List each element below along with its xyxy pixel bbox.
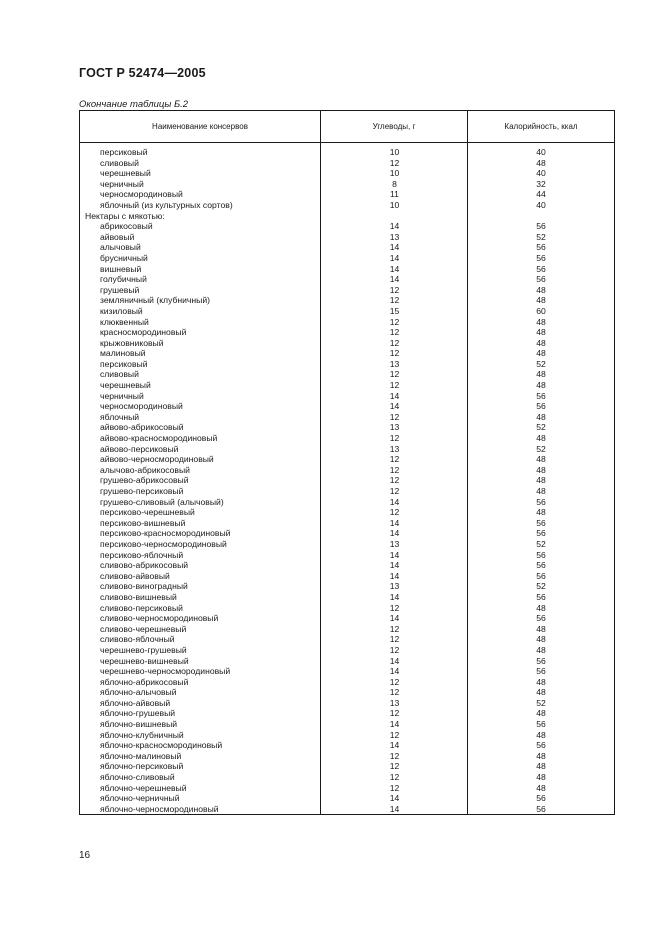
cell-calories: 48 xyxy=(536,284,546,295)
table-body xyxy=(80,147,614,814)
table-row xyxy=(80,550,614,561)
cell-carbs: 13 xyxy=(389,538,400,549)
cell-carbs: 12 xyxy=(389,772,400,783)
table-row xyxy=(80,518,614,529)
cell-carbs: 13 xyxy=(389,697,400,708)
cell-calories: 48 xyxy=(536,337,546,348)
cell-name: яблочно-клубничный xyxy=(100,729,184,740)
cell-carbs: 12 xyxy=(389,708,400,719)
cell-calories: 48 xyxy=(536,676,546,687)
table-row xyxy=(80,486,614,497)
table-row xyxy=(80,327,614,338)
cell-calories: 48 xyxy=(536,708,546,719)
cell-name: сливово-черешневый xyxy=(100,623,187,634)
cell-carbs: 14 xyxy=(389,401,400,412)
cell-calories: 56 xyxy=(536,221,546,232)
cell-carbs: 14 xyxy=(389,549,400,560)
cell-name: яблочно-абрикосовый xyxy=(100,676,189,687)
cell-carbs: 14 xyxy=(389,655,400,666)
table-row xyxy=(80,634,614,645)
cell-carbs: 12 xyxy=(389,337,400,348)
table-row xyxy=(80,560,614,571)
cell-calories: 52 xyxy=(536,697,546,708)
cell-calories: 40 xyxy=(536,168,546,179)
cell-name: сливово-абрикосовый xyxy=(100,560,189,571)
cell-name: яблочный xyxy=(100,411,140,422)
cell-carbs: 14 xyxy=(389,666,400,677)
table-row xyxy=(80,507,614,518)
cell-carbs: 14 xyxy=(389,591,400,602)
cell-calories: 44 xyxy=(536,189,546,200)
cell-carbs: 14 xyxy=(389,496,400,507)
cell-calories: 48 xyxy=(536,316,546,327)
table-row xyxy=(80,168,614,179)
cell-calories: 48 xyxy=(536,750,546,761)
cell-calories: 48 xyxy=(536,464,546,475)
table-caption: Окончание таблицы Б.2 xyxy=(79,99,189,110)
cell-carbs: 10 xyxy=(389,168,400,179)
cell-calories: 48 xyxy=(536,623,546,634)
cell-carbs: 12 xyxy=(389,327,400,338)
cell-name: сливово-яблочный xyxy=(100,634,175,645)
table-row xyxy=(80,221,614,232)
cell-name: яблочно-малиновый xyxy=(100,750,182,761)
table-row xyxy=(80,592,614,603)
table-row xyxy=(80,359,614,370)
table-row xyxy=(80,200,614,211)
cell-carbs: 12 xyxy=(389,475,400,486)
cell-carbs: 12 xyxy=(389,602,400,613)
cell-name: яблочно-черносмородиновый xyxy=(100,803,219,814)
cell-calories: 52 xyxy=(536,422,546,433)
cell-name: айвово-красносмородиновый xyxy=(100,433,218,444)
cell-calories: 56 xyxy=(536,517,546,528)
cell-carbs: 12 xyxy=(389,380,400,391)
table-row xyxy=(80,306,614,317)
cell-carbs: 10 xyxy=(389,199,400,210)
cell-calories: 48 xyxy=(536,729,546,740)
cell-name: грушево-абрикосовый xyxy=(100,475,189,486)
cell-calories: 56 xyxy=(536,263,546,274)
cell-carbs: 14 xyxy=(389,242,400,253)
table-row xyxy=(80,158,614,169)
table-row xyxy=(80,719,614,730)
cell-name: черешнево-вишневый xyxy=(100,655,189,666)
table-row xyxy=(80,698,614,709)
data-table xyxy=(79,110,615,815)
cell-name: клюквенный xyxy=(100,316,149,327)
table-row xyxy=(80,603,614,614)
cell-carbs: 12 xyxy=(389,634,400,645)
cell-name: айвово-абрикосовый xyxy=(100,422,184,433)
table-row xyxy=(80,422,614,433)
cell-calories: 56 xyxy=(536,560,546,571)
cell-carbs: 14 xyxy=(389,390,400,401)
cell-carbs: 13 xyxy=(389,422,400,433)
cell-name: крыжовниковый xyxy=(100,337,164,348)
table-row xyxy=(80,264,614,275)
cell-name: вишневый xyxy=(100,263,142,274)
table-row xyxy=(80,804,614,815)
cell-carbs: 14 xyxy=(389,570,400,581)
cell-carbs: 12 xyxy=(389,623,400,634)
cell-carbs: 14 xyxy=(389,793,400,804)
cell-name: персиково-яблочный xyxy=(100,549,184,560)
cell-carbs: 12 xyxy=(389,676,400,687)
cell-name: грушево-сливовый (алычовый) xyxy=(100,496,224,507)
cell-carbs: 14 xyxy=(389,719,400,730)
table-row xyxy=(80,761,614,772)
cell-name: персиково-красносмородиновый xyxy=(100,528,231,539)
cell-calories: 48 xyxy=(536,687,546,698)
table-row xyxy=(80,232,614,243)
table-row xyxy=(80,454,614,465)
cell-carbs: 12 xyxy=(389,284,400,295)
cell-calories: 56 xyxy=(536,252,546,263)
cell-calories: 56 xyxy=(536,591,546,602)
cell-calories: 60 xyxy=(536,305,546,316)
table-row xyxy=(80,179,614,190)
table-row xyxy=(80,687,614,698)
cell-calories: 52 xyxy=(536,358,546,369)
cell-carbs: 14 xyxy=(389,263,400,274)
table-row xyxy=(80,338,614,349)
cell-name: сливово-айвовый xyxy=(100,570,170,581)
cell-calories: 56 xyxy=(536,390,546,401)
cell-carbs: 12 xyxy=(389,687,400,698)
cell-carbs: 12 xyxy=(389,369,400,380)
cell-calories: 48 xyxy=(536,380,546,391)
cell-name: грушево-персиковый xyxy=(100,486,184,496)
cell-name: айвово-персиковый xyxy=(100,443,179,454)
cell-name: яблочно-черешневый xyxy=(100,782,187,793)
cell-carbs: 10 xyxy=(389,147,400,157)
cell-calories: 56 xyxy=(536,274,546,285)
cell-calories: 56 xyxy=(536,719,546,730)
table-group-row xyxy=(80,211,614,222)
cell-name: сливовый xyxy=(100,157,139,168)
cell-name: кизиловый xyxy=(100,305,143,316)
cell-name: черешневый xyxy=(100,380,151,391)
cell-carbs: 13 xyxy=(389,443,400,454)
cell-calories: 56 xyxy=(536,803,546,814)
cell-name: яблочный (из культурных сортов) xyxy=(100,199,233,210)
cell-name: алычово-абрикосовый xyxy=(100,464,190,475)
cell-calories: 52 xyxy=(536,231,546,242)
cell-name: яблочно-красносмородиновый xyxy=(100,740,223,751)
cell-name: персиковый xyxy=(100,147,148,157)
cell-calories: 48 xyxy=(536,369,546,380)
cell-carbs: 14 xyxy=(389,252,400,263)
cell-calories: 48 xyxy=(536,602,546,613)
cell-carbs: 12 xyxy=(389,157,400,168)
cell-name: яблочно-сливовый xyxy=(100,772,175,783)
cell-name: яблочно-черничный xyxy=(100,793,180,804)
cell-name: персиковый xyxy=(100,358,148,369)
table-row xyxy=(80,444,614,455)
cell-carbs: 12 xyxy=(389,295,400,306)
cell-calories: 56 xyxy=(536,242,546,253)
cell-name: голубичный xyxy=(100,274,147,285)
cell-carbs: 14 xyxy=(389,528,400,539)
cell-name: Нектары с мякотью: xyxy=(85,210,165,221)
cell-calories: 56 xyxy=(536,549,546,560)
table-row xyxy=(80,581,614,592)
table-row xyxy=(80,475,614,486)
cell-name: черничный xyxy=(100,178,144,189)
cell-name: черносмородиновый xyxy=(100,189,183,200)
cell-calories: 52 xyxy=(536,538,546,549)
cell-carbs: 13 xyxy=(389,231,400,242)
cell-carbs: 12 xyxy=(389,750,400,761)
cell-carbs: 12 xyxy=(389,411,400,422)
cell-name: сливово-персиковый xyxy=(100,602,183,613)
cell-name: айвовый xyxy=(100,231,135,242)
table-row xyxy=(80,295,614,306)
table-row xyxy=(80,528,614,539)
table-row xyxy=(80,274,614,285)
cell-calories: 48 xyxy=(536,454,546,465)
cell-carbs: 12 xyxy=(389,507,400,518)
cell-calories: 48 xyxy=(536,644,546,655)
cell-calories: 40 xyxy=(536,147,546,157)
cell-carbs: 14 xyxy=(389,613,400,624)
table-row xyxy=(80,401,614,412)
cell-name: красносмородиновый xyxy=(100,327,187,338)
cell-name: сливовый xyxy=(100,369,139,380)
cell-calories: 48 xyxy=(536,761,546,772)
table-row xyxy=(80,571,614,582)
table-row xyxy=(80,772,614,783)
cell-name: персиково-вишневый xyxy=(100,517,186,528)
cell-calories: 56 xyxy=(536,740,546,751)
cell-carbs: 12 xyxy=(389,644,400,655)
cell-carbs: 12 xyxy=(389,729,400,740)
table-row xyxy=(80,242,614,253)
cell-calories: 48 xyxy=(536,348,546,359)
cell-calories: 40 xyxy=(536,199,546,210)
cell-carbs: 12 xyxy=(389,348,400,359)
cell-name: яблочно-персиковый xyxy=(100,761,184,772)
cell-carbs: 11 xyxy=(390,189,399,200)
cell-name: черничный xyxy=(100,390,144,401)
cell-carbs: 8 xyxy=(392,178,397,189)
table-row xyxy=(80,613,614,624)
cell-name: черешнево-черносмородиновый xyxy=(100,666,231,677)
cell-name: яблочно-грушевый xyxy=(100,708,176,719)
cell-calories: 48 xyxy=(536,782,546,793)
cell-calories: 48 xyxy=(536,634,546,645)
cell-name: алычовый xyxy=(100,242,141,253)
column-header-name: Наименование консервов xyxy=(80,111,321,142)
cell-calories: 48 xyxy=(536,411,546,422)
cell-carbs: 12 xyxy=(389,433,400,444)
table-row xyxy=(80,497,614,508)
cell-carbs: 15 xyxy=(389,305,400,316)
table-row xyxy=(80,624,614,635)
cell-carbs: 13 xyxy=(389,358,400,369)
cell-calories: 56 xyxy=(536,666,546,677)
table-row xyxy=(80,751,614,762)
cell-calories: 56 xyxy=(536,570,546,581)
cell-calories: 56 xyxy=(536,528,546,539)
table-row xyxy=(80,793,614,804)
table-row xyxy=(80,189,614,200)
cell-name: черешнево-грушевый xyxy=(100,644,187,655)
cell-carbs: 14 xyxy=(389,740,400,751)
table-row xyxy=(80,348,614,359)
cell-calories: 48 xyxy=(536,772,546,783)
cell-carbs: 14 xyxy=(389,221,400,232)
cell-calories: 56 xyxy=(536,496,546,507)
cell-calories: 48 xyxy=(536,157,546,168)
table-row xyxy=(80,369,614,380)
cell-calories: 32 xyxy=(536,178,546,189)
cell-name: персиково-черносмородиновый xyxy=(100,538,227,549)
cell-carbs: 12 xyxy=(389,316,400,327)
cell-name: брусничный xyxy=(100,252,148,263)
table-row xyxy=(80,391,614,402)
cell-name: яблочно-айвовый xyxy=(100,697,171,708)
cell-calories: 56 xyxy=(536,401,546,412)
cell-carbs: 12 xyxy=(389,761,400,772)
cell-calories: 52 xyxy=(536,581,546,592)
cell-name: яблочно-алычовый xyxy=(100,687,177,698)
cell-name: абрикосовый xyxy=(100,221,153,232)
table-row xyxy=(80,730,614,741)
cell-carbs: 12 xyxy=(389,486,400,496)
cell-calories: 48 xyxy=(536,475,546,486)
table-header xyxy=(80,111,614,143)
cell-calories: 56 xyxy=(536,613,546,624)
cell-name: айвово-черносмородиновый xyxy=(100,454,214,465)
cell-name: черешневый xyxy=(100,168,151,179)
table-row xyxy=(80,465,614,476)
cell-calories: 48 xyxy=(536,327,546,338)
table-row xyxy=(80,539,614,550)
cell-carbs: 12 xyxy=(389,454,400,465)
table-row xyxy=(80,380,614,391)
cell-name: сливово-вишневый xyxy=(100,591,177,602)
cell-calories: 48 xyxy=(536,507,546,518)
cell-calories: 56 xyxy=(536,655,546,666)
column-header-calories: Калорийность, ккал xyxy=(504,122,578,131)
table-row xyxy=(80,677,614,688)
table-row xyxy=(80,412,614,423)
cell-name: малиновый xyxy=(100,348,146,359)
table-row xyxy=(80,433,614,444)
cell-carbs: 12 xyxy=(389,464,400,475)
table-row xyxy=(80,666,614,677)
table-row xyxy=(80,740,614,751)
table-row xyxy=(80,317,614,328)
table-row xyxy=(80,147,614,158)
cell-name: черносмородиновый xyxy=(100,401,183,412)
cell-carbs: 13 xyxy=(389,581,400,592)
table-row xyxy=(80,656,614,667)
cell-carbs: 14 xyxy=(389,560,400,571)
cell-name: персиково-черешневый xyxy=(100,507,195,518)
column-header-carbs: Углеводы, г xyxy=(321,111,468,142)
table-row xyxy=(80,253,614,264)
cell-calories: 48 xyxy=(536,486,546,496)
cell-calories: 52 xyxy=(536,443,546,454)
cell-name: сливово-черносмородиновый xyxy=(100,613,219,624)
cell-name: сливово-виноградный xyxy=(100,581,188,592)
cell-calories: 48 xyxy=(536,295,546,306)
cell-name: яблочно-вишневый xyxy=(100,719,178,730)
cell-carbs: 14 xyxy=(389,803,400,814)
cell-carbs: 12 xyxy=(389,782,400,793)
cell-name: грушевый xyxy=(100,284,140,295)
cell-carbs: 14 xyxy=(389,517,400,528)
cell-name: земляничный (клубничный) xyxy=(100,295,210,306)
cell-calories: 48 xyxy=(536,433,546,444)
table-row xyxy=(80,708,614,719)
page-number: 16 xyxy=(79,850,91,861)
cell-carbs: 14 xyxy=(389,274,400,285)
table-row xyxy=(80,645,614,656)
table-row xyxy=(80,783,614,794)
cell-calories: 56 xyxy=(536,793,546,804)
document-header: ГОСТ Р 52474—2005 xyxy=(79,66,206,80)
table-row xyxy=(80,285,614,296)
